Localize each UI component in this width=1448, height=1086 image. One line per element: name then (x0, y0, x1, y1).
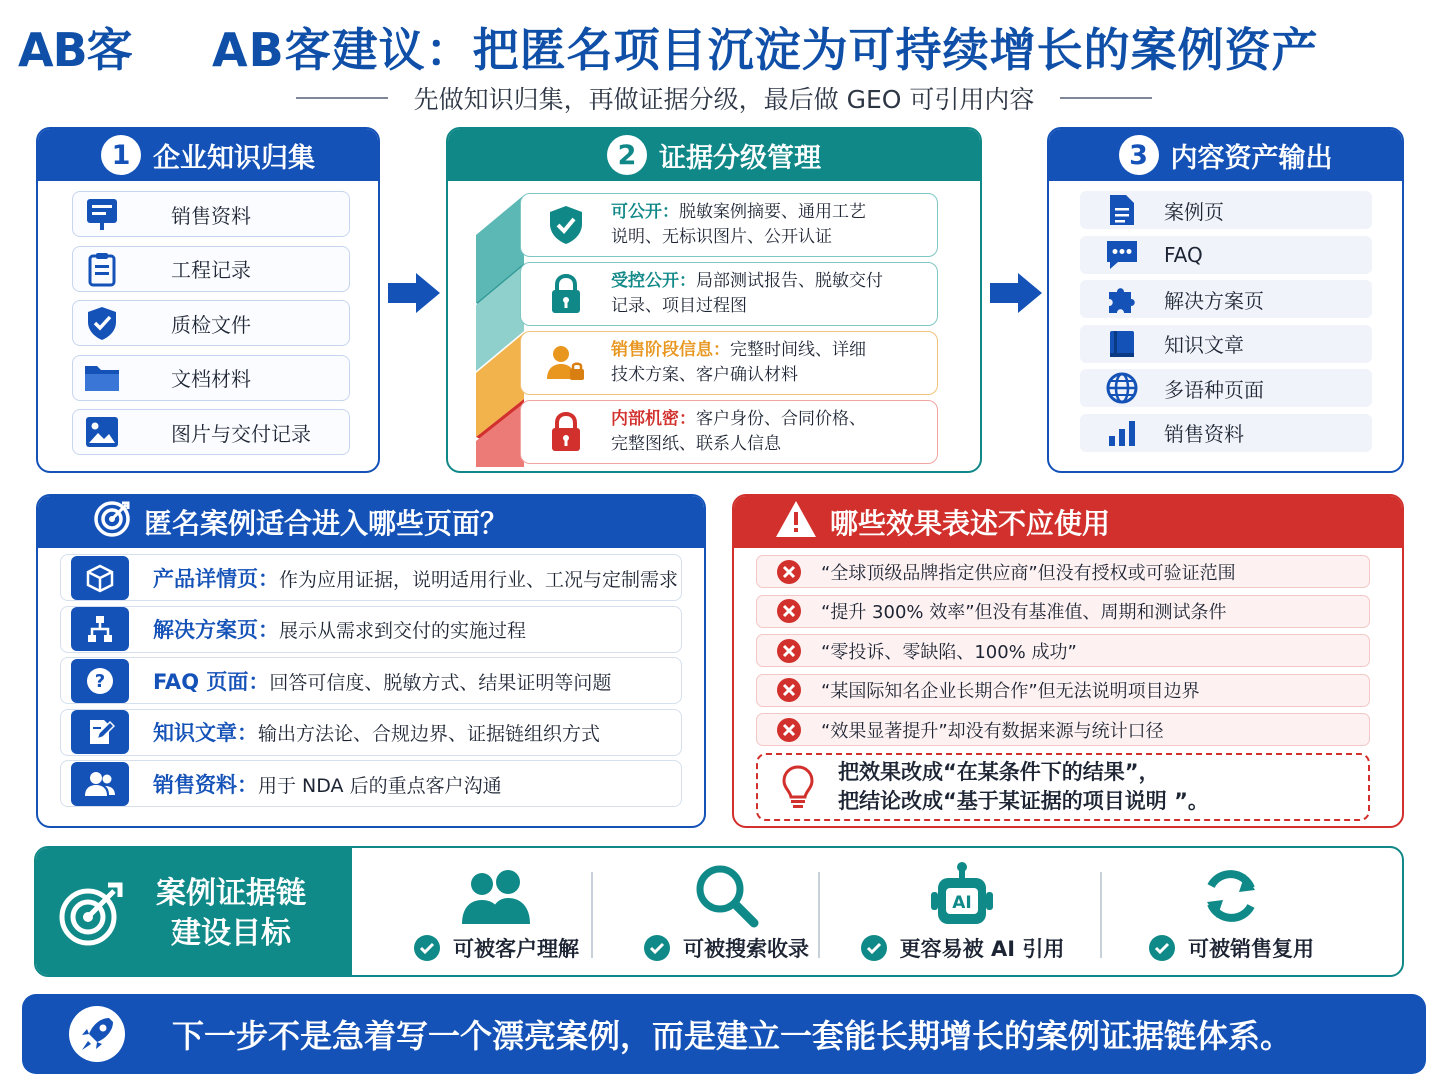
target-icon (92, 499, 132, 546)
folder-icon (73, 360, 131, 396)
tip-line2: 把结论改成“基于某证据的项目说明 ”。 (838, 788, 1209, 813)
source-label: 销售资料 (171, 203, 251, 228)
page-item-text (153, 717, 600, 747)
pages-panel (36, 494, 706, 828)
page-item (60, 760, 682, 807)
output-item (1080, 414, 1372, 452)
step2-number: 2 (607, 135, 647, 175)
page-item (60, 606, 682, 653)
refresh-icon (1199, 848, 1263, 928)
goals-title (146, 874, 316, 954)
people-icon (460, 848, 532, 928)
step2-title: 证据分级管理 (659, 142, 821, 174)
avoid-item-text: “效果显著提升”却没有数据来源与统计口径 (821, 720, 1164, 742)
page-item (60, 657, 682, 704)
avoid-header (734, 496, 1402, 548)
ai-robot-icon (928, 848, 996, 928)
subtitle-rule-right (1060, 97, 1152, 99)
tier-public-line1: 脱敏案例摘要、通用工艺 (679, 202, 866, 222)
subtitle-row (0, 78, 1448, 118)
tier-controlled-line1: 局部测试报告、脱敏交付 (696, 271, 883, 291)
target-arrow-icon (36, 879, 146, 949)
x-circle-icon (757, 559, 821, 585)
step3-header (1049, 129, 1402, 181)
edit-doc-icon (71, 710, 129, 754)
tier-sales-key: 销售阶段信息： (611, 340, 730, 360)
magnifier-icon (693, 848, 759, 928)
tip-line1: 把效果改成“在某条件下的结果”， (838, 759, 1160, 784)
step3-panel (1047, 127, 1404, 473)
page-item-desc: 作为应用证据，说明适用行业、工况与定制需求 (279, 568, 679, 591)
rocket-icon (22, 1004, 172, 1064)
tier-public (520, 193, 938, 257)
source-item (72, 355, 350, 401)
arrow-right-icon (388, 271, 440, 315)
avoid-item-text: “提升 300% 效率”但没有基准值、周期和测试条件 (821, 602, 1227, 623)
output-item (1080, 325, 1372, 363)
subtitle-rule-left (296, 97, 388, 99)
source-item (72, 409, 350, 455)
avoid-panel (732, 494, 1404, 828)
goal-label: 可被销售复用 (1188, 937, 1314, 961)
tier-confidential-line1: 客户身份、合同价格、 (696, 409, 866, 429)
page-item (60, 554, 682, 601)
goal-divider (818, 872, 820, 958)
page-item (60, 709, 682, 756)
footer-text: 下一步不是急着写一个漂亮案例，而是建立一套能长期增长的案例证据链体系。 (172, 1017, 1293, 1055)
avoid-item-text: “全球顶级品牌指定供应商”但没有授权或可验证范围 (821, 562, 1236, 584)
output-label: 解决方案页 (1164, 288, 1264, 313)
goal-label: 可被搜索收录 (683, 937, 809, 961)
avoid-item-text: “零投诉、零缺陷、100% 成功” (821, 641, 1077, 663)
avoid-item (756, 595, 1370, 628)
goal-label: 更容易被 AI 引用 (899, 937, 1065, 961)
avoid-item (756, 713, 1370, 746)
goal-divider (1100, 872, 1102, 958)
shield-check-icon (73, 304, 131, 342)
avoid-item-text: “某国际知名企业长期合作”但无法说明项目边界 (821, 681, 1200, 702)
tier-public-key: 可公开： (611, 202, 679, 222)
tier-confidential-key: 内部机密： (611, 409, 696, 429)
page-item-key: 产品详情页： (153, 566, 279, 591)
bar-chart-icon (1080, 418, 1164, 448)
tier-controlled-line2: 记录、项目过程图 (611, 296, 747, 316)
avoid-title: 哪些效果表述不应使用 (830, 507, 1111, 540)
page-item-desc: 回答可信度、脱敏方式、结果证明等问题 (269, 671, 612, 694)
goal-item (386, 848, 606, 977)
tier-controlled-text (611, 269, 929, 319)
lock-icon (521, 410, 611, 454)
avoid-item (756, 555, 1370, 588)
svg-text:?: ? (94, 670, 106, 692)
page-item-desc: 输出方法论、合规边界、证据链组织方式 (258, 723, 601, 745)
chat-icon (1080, 238, 1164, 272)
step2-panel (446, 127, 982, 473)
lock-icon (521, 272, 611, 316)
goal-item (616, 848, 836, 977)
lightbulb-icon (758, 764, 838, 810)
page-item-text (153, 769, 502, 799)
avoid-item (756, 634, 1370, 667)
tier-controlled-key: 受控公开： (611, 271, 696, 291)
step3-number: 3 (1119, 135, 1159, 175)
goals-panel (34, 846, 1404, 977)
avoid-item (756, 674, 1370, 707)
output-item (1080, 191, 1372, 229)
output-item (1080, 369, 1372, 407)
step3-title: 内容资产输出 (1170, 142, 1333, 174)
x-circle-icon (757, 677, 821, 703)
check-circle-icon (413, 934, 441, 962)
globe-icon (1080, 371, 1164, 405)
goal-item (1116, 848, 1346, 977)
step1-list (38, 181, 378, 455)
pages-title: 匿名案例适合进入哪些页面？ (144, 507, 509, 540)
x-circle-icon (757, 598, 821, 624)
page-item-key: 销售资料： (153, 772, 258, 797)
goal-label: 可被客户理解 (453, 937, 579, 961)
clipboard-icon (73, 250, 131, 288)
output-label: FAQ (1164, 242, 1203, 267)
page-item-key: 知识文章： (153, 721, 258, 745)
tip-text (838, 758, 1209, 816)
source-label: 质检文件 (171, 312, 251, 337)
presentation-icon (73, 195, 131, 233)
tier-public-text (611, 200, 929, 250)
users-icon (71, 762, 129, 806)
source-label: 文档材料 (171, 367, 251, 391)
source-item (72, 300, 350, 346)
output-item (1080, 236, 1372, 274)
source-item (72, 191, 350, 237)
pages-header (38, 496, 704, 548)
page-item-key: 解决方案页： (153, 618, 279, 642)
step1-number: 1 (101, 135, 141, 175)
hierarchy-icon (71, 607, 129, 651)
pages-list (38, 548, 704, 807)
goals-title-line2: 建设目标 (171, 915, 291, 951)
source-label: 工程记录 (171, 258, 251, 282)
tier-sales (520, 331, 938, 395)
page-item-desc: 展示从需求到交付的实施过程 (279, 620, 527, 642)
goal-divider (591, 872, 593, 958)
goal-item (842, 848, 1082, 977)
image-icon (73, 413, 131, 451)
check-circle-icon (1148, 934, 1176, 962)
tier-confidential (520, 400, 938, 464)
goal-label-row (1148, 933, 1314, 963)
avoid-list (734, 548, 1402, 821)
shield-check-icon (521, 203, 611, 247)
goal-label-row (643, 933, 809, 963)
source-label: 图片与交付记录 (171, 421, 311, 446)
tip-box (756, 753, 1370, 821)
question-icon (71, 659, 129, 703)
step1-header (38, 129, 378, 181)
tier-controlled (520, 262, 938, 326)
step3-list (1049, 181, 1402, 452)
step1-title: 企业知识归集 (153, 142, 315, 174)
tier-sales-text (611, 338, 929, 388)
tier-confidential-text (611, 407, 929, 457)
output-item (1080, 280, 1372, 318)
output-label: 知识文章 (1164, 333, 1244, 357)
brand-logo: AB客 (18, 23, 132, 77)
x-circle-icon (757, 717, 821, 743)
output-label: 案例页 (1164, 199, 1224, 224)
output-label: 多语种页面 (1164, 377, 1264, 402)
goals-title-line1: 案例证据链 (156, 875, 306, 911)
warning-icon (774, 499, 818, 546)
tier-confidential-line2: 完整图纸、联系人信息 (611, 434, 781, 454)
cube-icon (71, 556, 129, 600)
page-item-key: FAQ 页面： (153, 669, 270, 694)
check-circle-icon (860, 934, 888, 962)
check-circle-icon (643, 934, 671, 962)
tier-sales-line1: 完整时间线、详细 (730, 340, 866, 360)
tier-sales-line2: 技术方案、客户确认材料 (611, 365, 798, 385)
user-lock-icon (521, 341, 611, 385)
output-label: 销售资料 (1164, 422, 1244, 446)
document-icon (1080, 193, 1164, 227)
step2-header (448, 129, 980, 181)
tier-public-line2: 说明、无标识图片、公开认证 (611, 227, 832, 247)
page-item-text (153, 614, 526, 644)
goal-label-row (860, 933, 1065, 963)
x-circle-icon (757, 638, 821, 664)
footer-banner (22, 994, 1426, 1074)
page-item-text (153, 666, 611, 696)
page-title: AB客建议：把匿名项目沉淀为可持续增长的案例资产 (212, 23, 1319, 77)
page-subtitle: 先做知识归集，再做证据分级，最后做 GEO 可引用内容 (413, 85, 1035, 114)
puzzle-icon (1080, 282, 1164, 316)
page-item-text (153, 563, 678, 593)
svg-text:AI: AI (952, 893, 972, 913)
book-icon (1080, 328, 1164, 360)
step1-panel (36, 127, 380, 473)
goal-label-row (413, 933, 579, 963)
page-item-desc: 用于 NDA 后的重点客户沟通 (258, 774, 502, 797)
arrow-right-icon (990, 271, 1042, 315)
goals-title-block (36, 848, 352, 977)
source-item (72, 246, 350, 292)
